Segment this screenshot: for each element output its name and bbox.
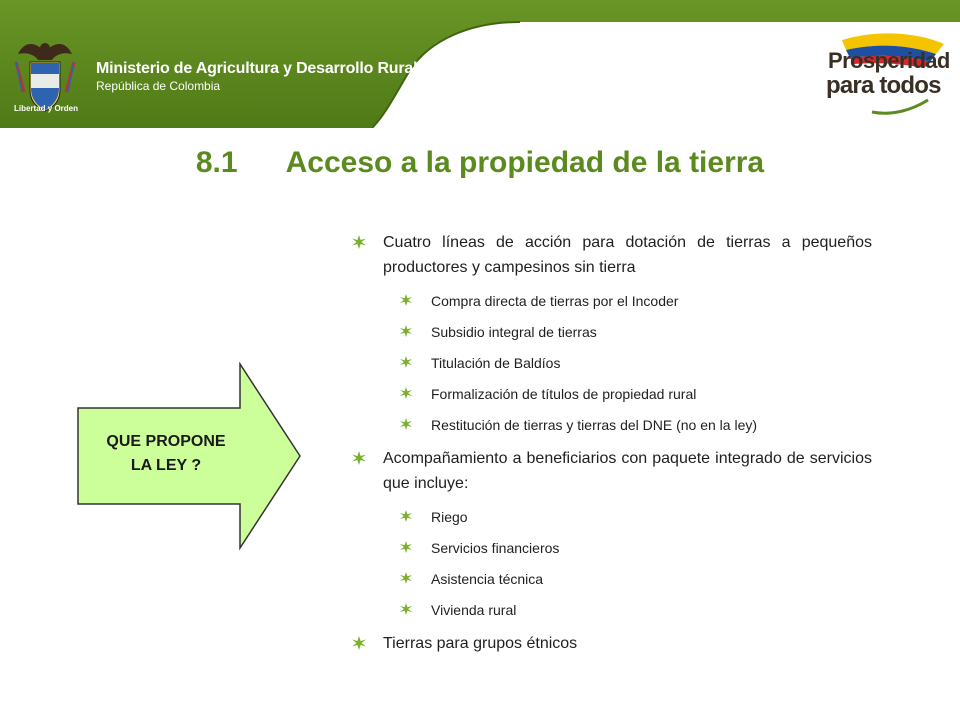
section-title: Acceso a la propiedad de la tierra [285, 146, 765, 179]
star-bullet-icon [400, 387, 412, 399]
sub-bullet-item: Compra directa de tierras por el Incoder [400, 291, 872, 311]
star-bullet-icon [352, 451, 366, 465]
sub-bullet-item: Subsidio integral de tierras [400, 322, 872, 342]
star-bullet-icon [352, 235, 366, 249]
sub-bullet-item: Riego [400, 507, 872, 527]
star-bullet-icon [400, 418, 412, 430]
bullet-item: Tierras para grupos étnicos [352, 631, 872, 656]
star-bullet-icon [400, 325, 412, 337]
star-bullet-icon [400, 356, 412, 368]
bullet-item: Cuatro líneas de acción para dotación de tierras a pequeños productores y campesinos sin tierra [352, 230, 872, 280]
callout-line2: LA LEY ? [130, 457, 202, 474]
sub-bullet-item: Vivienda rural [400, 600, 872, 620]
brand-line2: para todos [826, 72, 941, 99]
slide-title [0, 146, 960, 180]
country-name: República de Colombia [96, 79, 221, 93]
bullet-list [352, 230, 872, 656]
prosperidad-logo [812, 30, 952, 120]
callout-line1: QUE PROPONE [106, 433, 226, 450]
ministry-block [96, 60, 417, 93]
callout-text [86, 430, 246, 478]
star-bullet-icon [400, 603, 412, 615]
star-bullet-icon [400, 572, 412, 584]
ministry-name: Ministerio de Agricultura y Desarrollo Rural [96, 60, 418, 77]
bullet-item: Acompañamiento a beneficiarios con paquete integrado de servicios que incluye: [352, 446, 872, 496]
star-bullet-icon [400, 294, 412, 306]
motto-label: Libertad y Orden [13, 104, 78, 113]
header-band [0, 0, 960, 128]
star-bullet-icon [400, 541, 412, 553]
star-bullet-icon [352, 636, 366, 650]
sub-bullet-item: Formalización de títulos de propiedad rural [400, 384, 872, 404]
sub-bullet-item: Restitución de tierras y tierras del DNE (no en la ley) [400, 415, 872, 435]
brand-line1: Prosperidad [828, 48, 950, 73]
star-bullet-icon [400, 510, 412, 522]
sub-bullet-item: Servicios financieros [400, 538, 872, 558]
sub-bullet-item: Asistencia técnica [400, 569, 872, 589]
sub-bullet-item: Titulación de Baldíos [400, 353, 872, 373]
section-number: 8.1 [195, 146, 238, 179]
